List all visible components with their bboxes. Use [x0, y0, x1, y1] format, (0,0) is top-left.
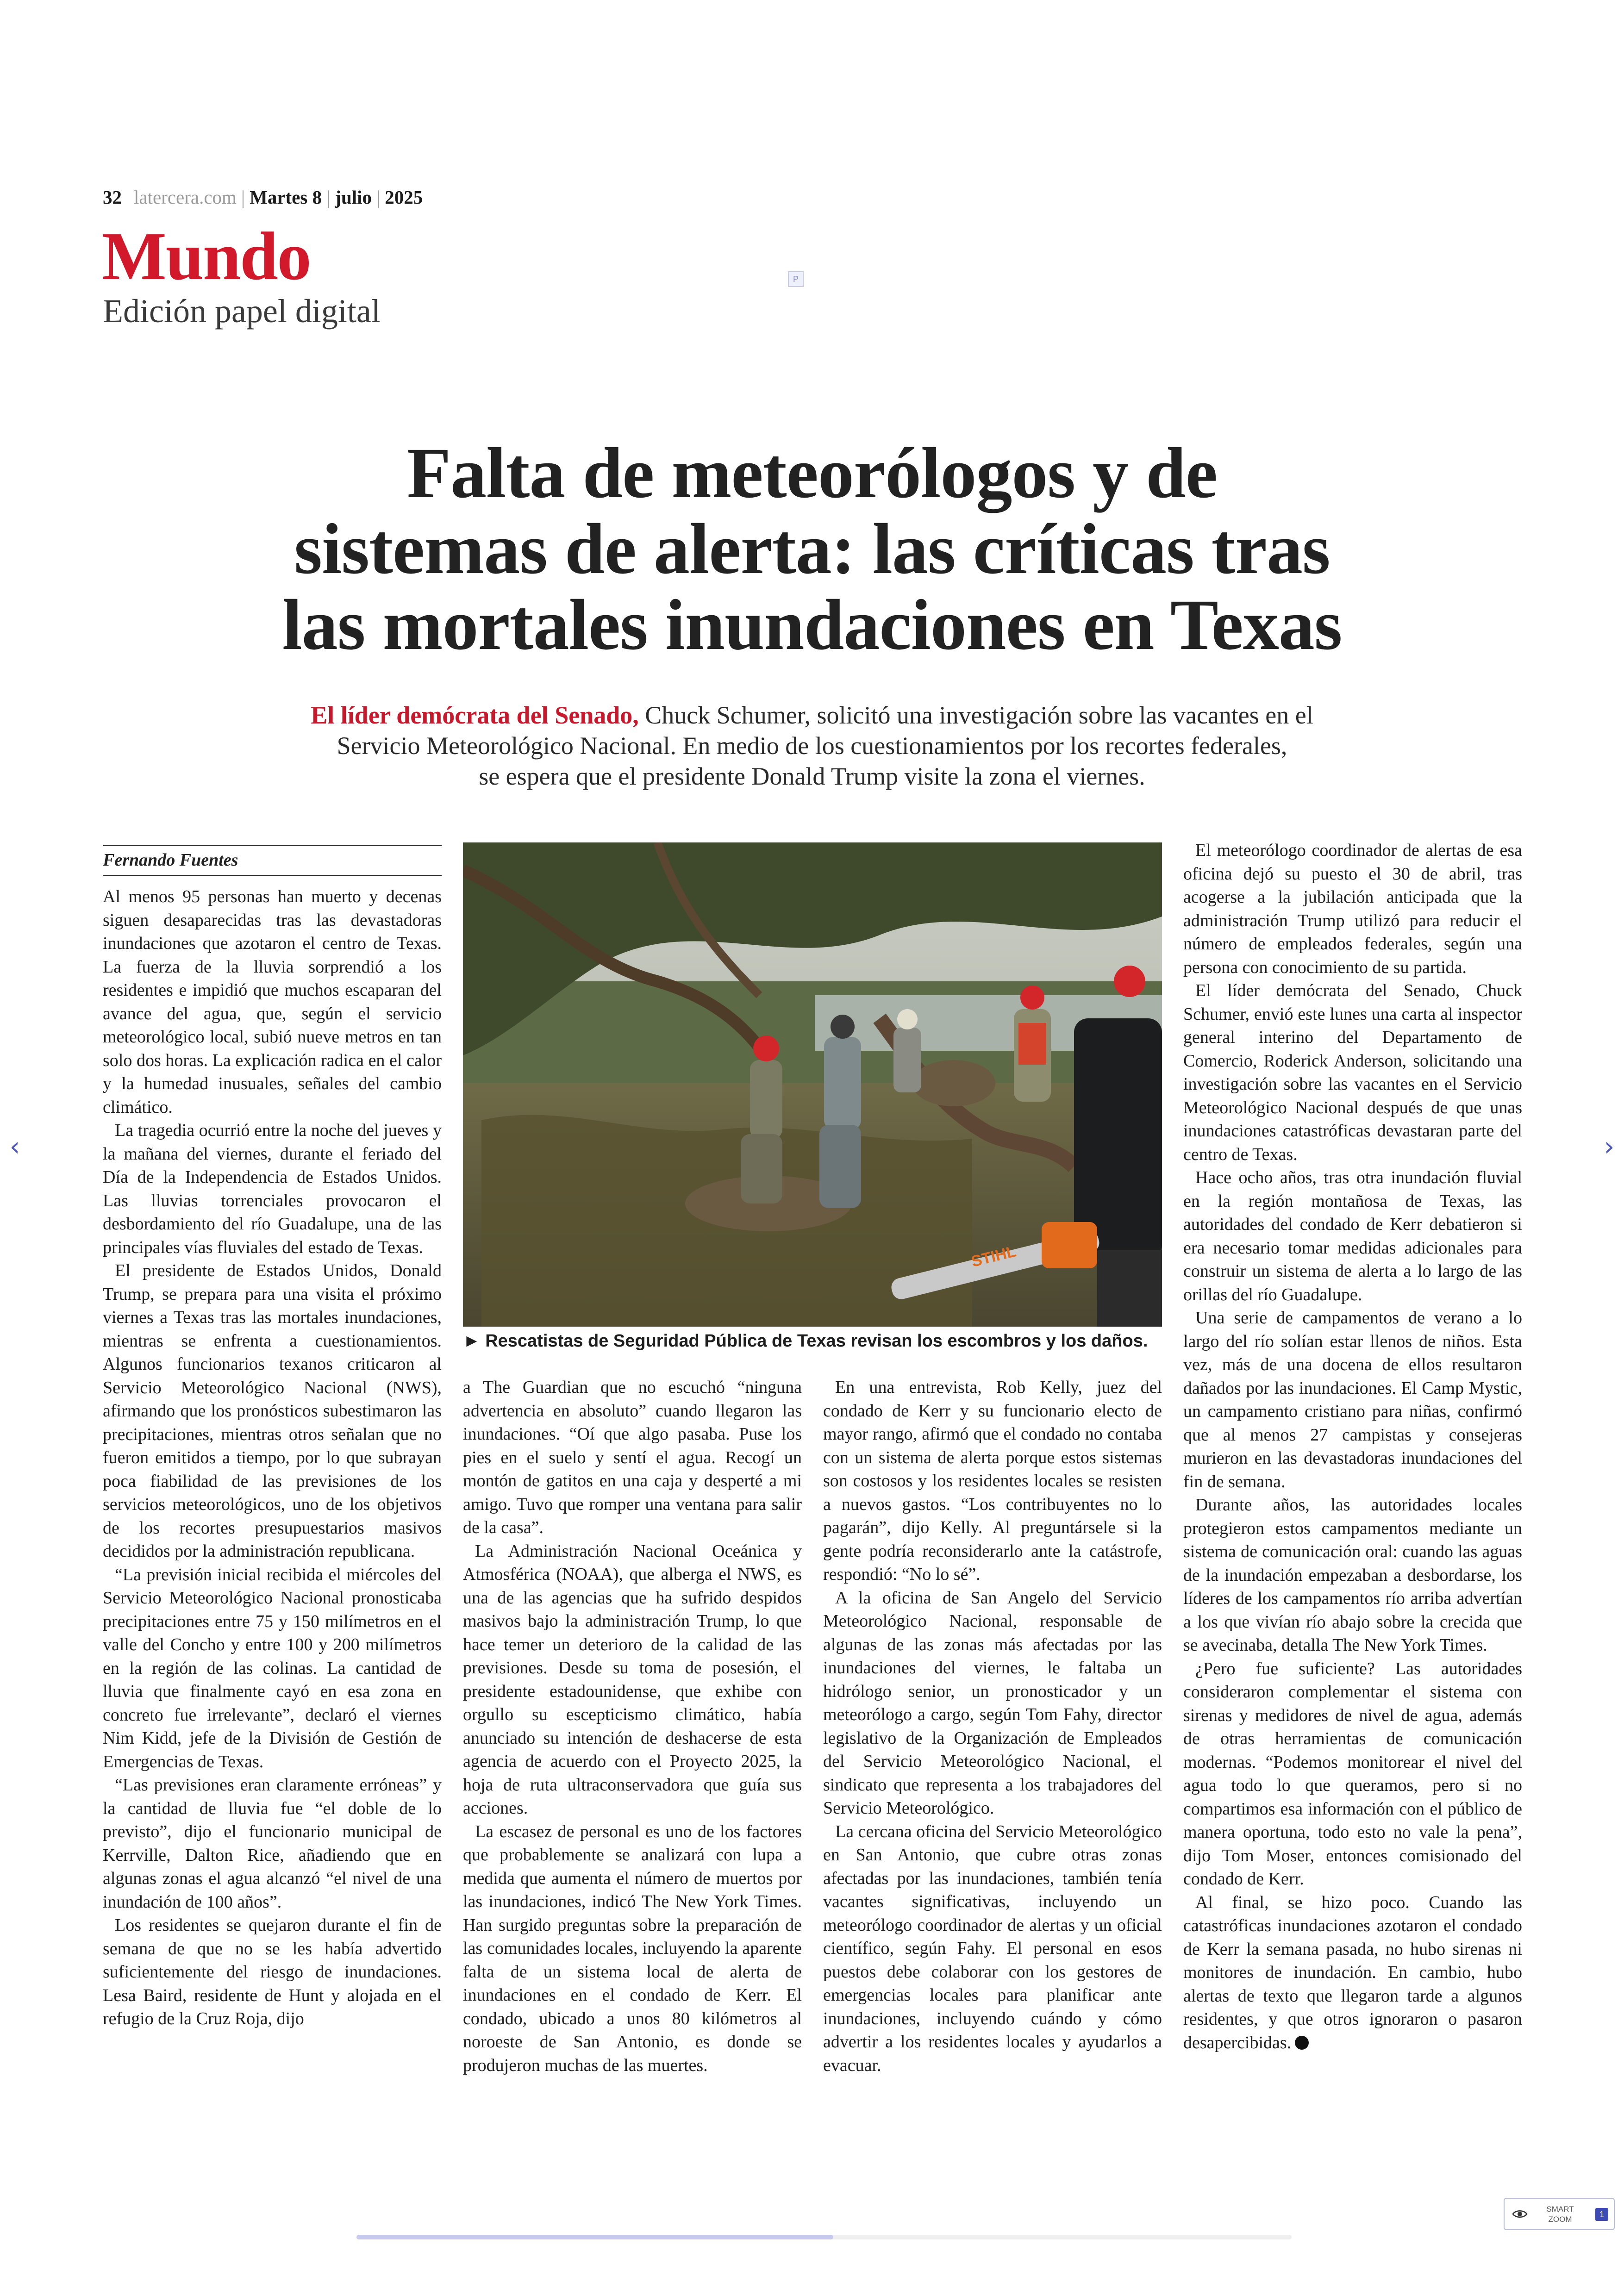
article-column-3 [823, 1376, 1162, 2077]
paragraph: “Las previsiones eran claramente erróneas” y la cantidad de lluvia fue “el doble de lo previsto”, dijo el funcionario municipal de Kerrville, Dalton Rice, añadiendo que en algunas zonas el agua alcanzó “el nivel de una inundación de 100 años”. [103, 1775, 442, 1912]
photo-caption [463, 1331, 1162, 1351]
article-lead [194, 700, 1430, 792]
lead-text: se espera que el presidente Donald Trump visite la zona el viernes. [479, 762, 1145, 790]
folio-separator: | [376, 187, 381, 208]
paragraph: El líder demócrata del Senado, Chuck Schumer, envió este lunes una carta al inspector general interino del Departamento de Comercio, Roderick Anderson, solicitando una investigación sobre las vacantes en el Servicio Meteorológico Nacional después de que unas inundaciones catastróficas devastaran parte del centro de Texas. [1183, 981, 1522, 1164]
paragraph: En una entrevista, Rob Kelly, juez del condado de Kerr y su funcionario electo de mayor rango, afirmó que el condado no contaba con un sistema de alerta porque estos sistemas son costosos y los residentes locales se resisten a nuevos gastos. “Los contribuyentes no lo pagarán”, dijo Kelly. Al preguntársele si la gente podría reconsiderarlo ante la catástrofe, respondió: “No lo sé”. [823, 1378, 1162, 1584]
scrollbar-thumb[interactable] [356, 2235, 833, 2239]
page-marker-icon[interactable]: P [788, 271, 804, 287]
site-name: latercera.com [134, 187, 237, 208]
paragraph: El meteorólogo coordinador de alertas de esa oficina dejó su puesto el 30 de abril, tras acogerse a la jubilación anticipada que la administración Trump utilizó para reducir el número de empleados federales, según una persona con conocimiento de su partida. [1183, 841, 1522, 977]
caption-text: Rescatistas de Seguridad Pública de Texas revisan los escombros y los daños. [485, 1331, 1148, 1351]
byline: Fernando Fuentes [103, 845, 442, 876]
paragraph: A la oficina de San Angelo del Servicio Meteorológico Nacional, responsable de algunas de las zonas más afectadas por las inundaciones del viernes, le faltaba un hidrólogo senior, un pronosticador y un meteorólogo a cargo, según Tom Fahy, director legislativo de la Organización de Empleados del Servicio Meteorológico Nacional, el sindicato que representa a los trabajadores del Servicio Meteorológico. [823, 1588, 1162, 1818]
article-headline [139, 435, 1485, 663]
caption-marker-icon: ► [463, 1331, 481, 1351]
paragraph: El presidente de Estados Unidos, Donald Trump, se prepara para una visita el próximo viernes a Texas tras las mortales inundaciones, mientras se enfrenta a cuestionamientos. Algunos funcionarios texanos criticaron al Servicio Meteorológico Nacional (NWS), afirmando que los pronósticos subestimaron las precipitaciones, mientras otros señalan que no fueron emitidos a tiempo, por lo que subrayan poca fiabilidad de las previsiones de los servicios meteorológicos, uno de los objetivos de los recortes presupuestarios masivos decididos por la administración republicana. [103, 1261, 442, 1561]
smart-zoom-label-line: ZOOM [1548, 2215, 1572, 2224]
folio-year: 2025 [385, 187, 423, 208]
section-subtitle: Edición papel digital [103, 293, 381, 330]
previous-page-arrow-icon[interactable]: ‹ [9, 1132, 20, 1162]
folio-month: julio [335, 187, 372, 208]
end-mark-icon [1295, 2036, 1309, 2050]
smart-zoom-label [1542, 2204, 1579, 2225]
article-photo [463, 842, 1162, 1327]
paragraph: Al menos 95 personas han muerto y decenas siguen desaparecidas tras las devastadoras inundaciones que azotaron el centro de Texas. La fuerza de la lluvia sorprendió a los residentes e impidió que muchos escaparan del avance del agua, que, según el servicio meteorológico local, subió nueve metros en tan solo dos horas. La explicación radica en el calor y la humedad inusuales, señales del cambio climático. [103, 887, 442, 1117]
lead-text: Chuck Schumer, solicitó una investigación sobre las vacantes en el [638, 701, 1313, 729]
headline-line: sistemas de alerta: las críticas tras [294, 509, 1330, 589]
paragraph: a The Guardian que no escuchó “ninguna advertencia en absoluto” cuando llegaron las inundaciones. “Oí que algo pasaba. Puse los pies en el suelo y sentí el agua. Recogí un montón de gatitos en una caja y desperté a mi amigo. Tuvo que romper una ventana para salir de la casa”. [463, 1378, 802, 1537]
paragraph: “La previsión inicial recibida el miércoles del Servicio Meteorológico Nacional pronosticaba precipitaciones entre 75 y 150 milímetros en el valle del Concho y entre 100 y 200 milímetros en la región de las colinas. La cantidad de lluvia que finalmente cayó en esa zona en concreto fue irrelevante”, declaró el viernes Nim Kidd, jefe de la División de Gestión de Emergencias de Texas. [103, 1565, 442, 1771]
eye-icon [1512, 2208, 1528, 2220]
paragraph: Hace ocho años, tras otra inundación fluvial en la región montañosa de Texas, las autoridades del condado de Kerr debatieron si era necesario tomar medidas adicionales para construir un sistema de alerta a lo largo de las orillas del río Guadalupe. [1183, 1168, 1522, 1304]
page-number: 32 [103, 187, 122, 208]
folio-date: Martes 8 [250, 187, 322, 208]
folio-separator: | [241, 187, 245, 208]
chainsaw-brand-text: STIHL [969, 1242, 1018, 1271]
paragraph: Una serie de campamentos de verano a lo largo del río solían estar llenos de niños. Esta vez, más de una docena de ellos resultaron dañados por las inundaciones. El Camp Mystic, un campamento cristiano para niñas, confirmó que al menos 27 campistas y consejeras murieron en las devastadoras inundaciones del fin de semana. [1183, 1308, 1522, 1491]
section-title: Mundo [102, 218, 311, 294]
paragraph: Los residentes se quejaron durante el fin de semana de que no se les había advertido suficientemente del riesgo de inundaciones. Lesa Baird, residente de Hunt y alojada en el refugio de la Cruz Roja, dijo [103, 1915, 442, 2028]
rescue-photo-illustration [463, 842, 1162, 1327]
article-column-4 [1183, 839, 1522, 2054]
page-scrollbar[interactable] [356, 2235, 1292, 2239]
folio-separator: | [326, 187, 331, 208]
paragraph: La tragedia ocurrió entre la noche del jueves y la mañana del viernes, durante el feriado del Día de la Independencia de Estados Unidos. Las lluvias torrenciales provocaron el desbordamiento del río Guadalupe, una de las principales vías fluviales del estado de Texas. [103, 1121, 442, 1257]
article-column-1 [103, 885, 442, 2031]
page-folio [103, 186, 423, 208]
paragraph: La Administración Nacional Oceánica y Atmosférica (NOAA), que alberga el NWS, es una de las agencias que ha sufrido despidos masivos bajo la administración Trump, lo que hace temer un deterioro de la calidad de las previsiones. Desde su toma de posesión, el presidente estadounidense, que exhibe con orgullo su escepticismo climático, había anunciado su intención de deshacerse de esta agencia de acuerdo con el Proyecto 2025, la hoja de ruta ultraconservadora que guía sus acciones. [463, 1541, 802, 1818]
paragraph: ¿Pero fue suficiente? Las autoridades consideraron complementar el sistema con sirenas y medidores de nivel de agua, además de otras herramientas de comunicación modernas. “Podemos monitorear el nivel del agua todo lo que queramos, pero si no compartimos esa información con el público de manera oportuna, todo esto no vale la pena”, dijo Tom Moser, entonces comisionado del condado de Kerr. [1183, 1659, 1522, 1889]
headline-line: Falta de meteorólogos y de [406, 433, 1218, 513]
paragraph [1183, 1891, 1522, 2055]
article-column-2 [463, 1376, 802, 2077]
smart-zoom-label-line: SMART [1546, 2205, 1574, 2214]
headline-line: las mortales inundaciones en Texas [282, 585, 1342, 665]
lead-highlight: El líder demócrata del Senado, [311, 701, 639, 729]
smart-zoom-button[interactable] [1504, 2198, 1615, 2230]
paragraph-text: Al final, se hizo poco. Cuando las catastróficas inundaciones azotaron el condado de Kerr la semana pasada, no hubo sirenas ni monitores de inundación. En cambio, hubo alertas de texto que llegaron tarde a algunos residentes, y que otros ignoraron o pasaron desapercibidas. [1183, 1892, 1522, 2052]
paragraph: La escasez de personal es uno de los factores que probablemente se analizará con lupa a medida que aumenta el número de muertos por las inundaciones, indicó The New York Times. Han surgido preguntas sobre la preparación de las comunidades locales, incluyendo la aparente falta de un sistema local de alerta de inundaciones en el condado de Kerr. El condado, ubicado a unos 80 kilómetros al noroeste de San Antonio, es donde se produjeron muchas de las muertes. [463, 1821, 802, 2075]
paragraph: Durante años, las autoridades locales protegieron estos campamentos mediante un sistema de comunicación oral: cuando las aguas de la inundación empezaban a desbordarse, los líderes de los campamentos río arriba advertían a los que vivían río abajo sobre la crecida que se avecinaba, detalla The New York Times. [1183, 1495, 1522, 1655]
lead-text: Servicio Meteorológico Nacional. En medio de los cuestionamientos por los recortes federales, [337, 732, 1287, 760]
smart-zoom-badge: 1 [1595, 2208, 1608, 2221]
paragraph: La cercana oficina del Servicio Meteorológico en San Antonio, que cubre otras zonas afectadas por las inundaciones, también tenía vacantes significativas, incluyendo un meteorólogo coordinador de alertas y un oficial científico, según Fahy. El personal en esos puestos debe colaborar con los gestores de emergencias locales para planificar ante inundaciones, incluyendo cuándo y cómo advertir a los residentes locales y ayudarlos a evacuar. [823, 1821, 1162, 2075]
next-page-arrow-icon[interactable]: › [1604, 1132, 1615, 1162]
